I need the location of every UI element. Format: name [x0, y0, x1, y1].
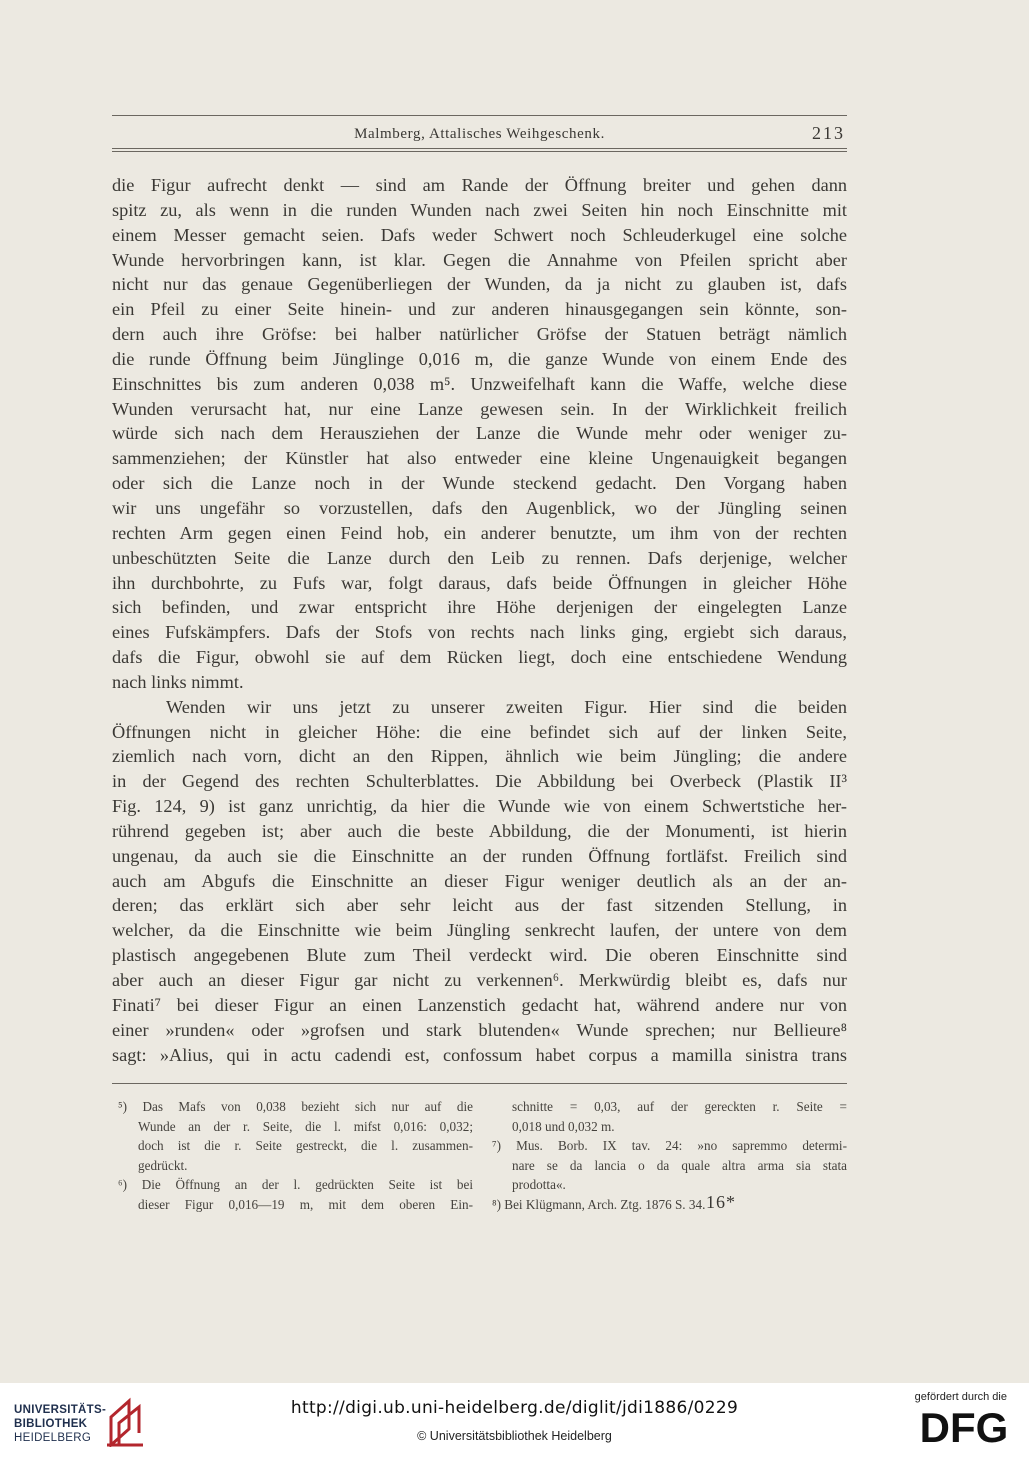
- library-name-line3: HEIDELBERG: [14, 1432, 92, 1444]
- footnote-line: gedrückt.: [138, 1157, 188, 1173]
- text-line: oder sich die Lanze noch in der Wunde steckend gedacht. Den Vorgang haben: [112, 473, 847, 494]
- footnote-line: dieser Figur 0,016—19 m, mit dem oberen Ein-: [138, 1196, 473, 1212]
- text-line: Einschnittes bis zum anderen 0,038 m⁵. Unzweifelhaft kann die Waffe, welche diese: [112, 373, 847, 394]
- text-line: unbeschützten Seite die Lanze durch den Leib zu rennen. Dafs derjenige, welcher: [112, 547, 847, 568]
- text-line: welcher, da die Einschnitte wie beim Jüngling senkrecht laufen, der untere von dem: [112, 920, 847, 941]
- footnote-line: ⁷) Mus. Borb. IX tav. 24: »no sapremmo determi-: [492, 1138, 847, 1153]
- dfg-logo-icon: [915, 1406, 1013, 1446]
- dfg-caption: gefördert durch die: [914, 1391, 1007, 1403]
- library-name-line1: UNIVERSITÄTS-: [14, 1404, 107, 1416]
- text-line: würde sich nach dem Herausziehen der Lanze die Wunde mehr oder weniger zu-: [112, 423, 847, 444]
- digitization-footer: [0, 1383, 1029, 1457]
- text-line: ziemlich nach vorn, dicht an den Rippen, ähnlich wie beim Jüngling; die andere: [112, 746, 847, 767]
- text-line: auch am Abgufs die Einschnitte an dieser Figur weniger deutlich als an der an-: [112, 870, 847, 891]
- text-line: dafs die Figur, obwohl sie auf dem Rücken liegt, doch eine entschiedene Wendung: [112, 647, 847, 668]
- footnote-line: prodotta«.: [512, 1177, 566, 1192]
- text-line: Wunden verursacht hat, nur eine Lanze gewesen sein. In der Wirklichkeit freilich: [112, 398, 847, 419]
- text-line: ein Pfeil zu einer Seite hinein- und zur anderen hinausgegangen sein könnte, son-: [112, 299, 847, 320]
- text-line: Wunde hervorbringen kann, ist klar. Gegen die Annahme von Pfeilen spricht aber: [112, 249, 847, 270]
- text-line: rechten Arm gegen einen Feind hob, ein anderer benutzte, um ihm von der rechten: [112, 522, 847, 543]
- text-line: in der Gegend des rechten Schulterblattes. Die Abbildung bei Overbeck (Plastik II³: [112, 771, 847, 792]
- text-line: nach links nimmt.: [112, 671, 244, 692]
- text-line: die Figur aufrecht denkt — sind am Rande der Öffnung breiter und gehen dann: [112, 175, 847, 195]
- text-line: sagt: »Alius, qui in actu cadendi est, confossum habet corpus a mamilla sinistra trans: [112, 1044, 847, 1065]
- text-line: sammenziehen; der Künstler hat also entweder eine kleine Ungenauigkeit begangen: [112, 448, 847, 469]
- text-line: deren; das erklärt sich aber sehr leicht aus der fast sitzenden Stellung, in: [112, 895, 847, 916]
- footnote-line: ⁸) Bei Klügmann, Arch. Ztg. 1876 S. 34.: [492, 1196, 706, 1212]
- text-line: die runde Öffnung beim Jünglinge 0,016 m, die ganze Wunde von einem Ende des: [112, 348, 847, 369]
- footnotes-right-column: [492, 1097, 847, 1214]
- header-top-rule: [112, 115, 847, 116]
- copyright-notice: © Universitätsbibliothek Heidelberg: [417, 1429, 612, 1443]
- text-line: dern auch ihre Gröfse: bei halber natürlicher Gröfse der Statuen beträgt nämlich: [112, 324, 847, 345]
- text-line: einer »runden« oder »grofsen und stark blutenden« Wunde sprechen; nur Bellieure⁸: [112, 1019, 847, 1040]
- page-header: [112, 122, 847, 148]
- text-line: Fig. 124, 9) ist ganz unrichtig, da hier die Wunde wie von einem Schwertstiche her-: [112, 796, 847, 817]
- text-line: eines Fufskämpfers. Dafs der Stofs von rechts nach links ging, ergiebt sich daraus,: [112, 622, 847, 643]
- text-line: aber auch an dieser Figur gar nicht zu verkennen⁶. Merkwürdig bleibt es, dafs nur: [112, 970, 847, 990]
- footnote-line: 0,018 und 0,032 m.: [512, 1118, 615, 1134]
- text-line: plastisch angegebenen Blute zum Theil verdeckt wird. Die oberen Einschnitte sind: [112, 945, 847, 966]
- permalink-url[interactable]: http://digi.ub.uni-heidelberg.de/diglit/jdi1886/0229: [290, 1398, 739, 1418]
- text-line: sich befinden, und zwar entspricht ihre Höhe derjenigen der eingelegten Lanze: [112, 597, 847, 618]
- header-bottom-rule-2: [112, 151, 847, 152]
- page-number: 213: [812, 123, 845, 143]
- main-text: [112, 173, 847, 1067]
- text-line: nicht nur das genaue Gegenüberliegen der Wunden, da ja nicht zu glauben ist, dafs: [112, 274, 847, 295]
- text-line: einem Messer gemacht seien. Dafs weder Schwert noch Schleuderkugel eine solche: [112, 224, 847, 245]
- footnote-line: doch ist die r. Seite gestreckt, die l. zusammen-: [138, 1138, 473, 1153]
- footnote-line: ⁵) Das Mafs von 0,038 bezieht sich nur auf die: [118, 1099, 473, 1114]
- footnote-line: ⁶) Die Öffnung an der l. gedrückten Seite ist bei: [118, 1177, 473, 1192]
- footnote-rule: [112, 1083, 847, 1084]
- text-line: Wenden wir uns jetzt zu unserer zweiten Figur. Hier sind die beiden: [166, 696, 847, 717]
- text-line: Finati⁷ bei dieser Figur an einen Lanzenstich gedacht hat, während andere nur von: [112, 994, 847, 1015]
- footnote-line: nare se da lancia o da quale altra arma sia stata: [512, 1157, 847, 1173]
- text-line: wir uns ungefähr so vorzustellen, dafs den Augenblick, wo der Jüngling seinen: [112, 497, 847, 518]
- text-line: ungenau, da auch sie die Einschnitte an der runden Öffnung fortläfst. Freilich sind: [112, 845, 847, 866]
- running-title: Malmberg, Attalisches Weihgeschenk.: [354, 126, 605, 142]
- dfg-logo-text: DFG: [919, 1406, 1009, 1446]
- footnotes-left-column: [118, 1097, 473, 1214]
- footnote-line: Wunde an der r. Seite, die l. mifst 0,016: 0,032;: [138, 1118, 473, 1134]
- text-line: ihn durchbohrte, zu Fufs war, folgt daraus, dafs beide Öffnungen in gleicher Höhe: [112, 572, 847, 593]
- text-line: spitz zu, als wenn in die runden Wunden nach zwei Seiten hin noch Einschnitte mit: [112, 199, 847, 220]
- header-bottom-rule: [112, 148, 847, 149]
- signature-mark: 16*: [706, 1192, 736, 1212]
- library-name-line2: BIBLIOTHEK: [14, 1418, 88, 1430]
- footnote-line: schnitte = 0,03, auf der gereckten r. Seite =: [512, 1099, 847, 1114]
- text-line: Öffnungen nicht in gleicher Höhe: die eine befindet sich auf der linken Seite,: [112, 721, 847, 742]
- text-line: rührend gegeben ist; aber auch die beste Abbildung, die der Monumenti, ist hierin: [112, 820, 847, 841]
